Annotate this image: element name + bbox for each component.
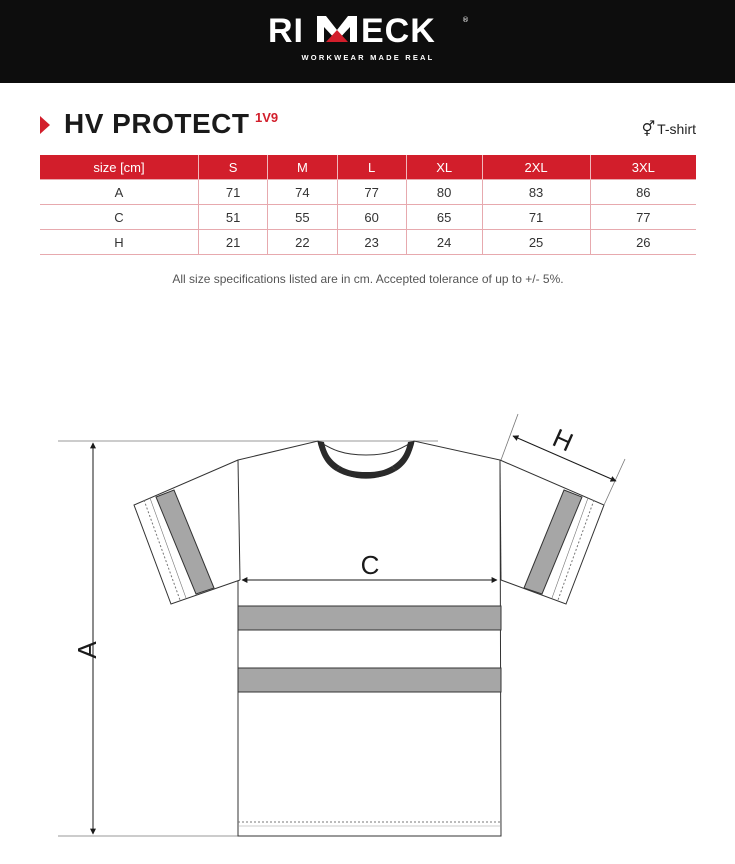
- product-type-label: T-shirt: [657, 121, 696, 137]
- table-cell: 22: [268, 230, 337, 255]
- product-title-row: [40, 106, 696, 146]
- table-row: [40, 230, 696, 255]
- table-cell: 25: [482, 230, 590, 255]
- logo-text-left: RI: [268, 12, 304, 50]
- table-cell: 24: [406, 230, 482, 255]
- table-cell: 77: [590, 205, 696, 230]
- lower-body-reflective-tape: [238, 668, 501, 692]
- table-row: [40, 205, 696, 230]
- table-cell: 83: [482, 180, 590, 205]
- logo-m-icon: [317, 16, 357, 42]
- registered-mark: ®: [462, 16, 469, 24]
- table-cell: 55: [268, 205, 337, 230]
- table-cell: 71: [199, 180, 268, 205]
- size-header-label: size [cm]: [40, 155, 199, 180]
- table-cell: 23: [337, 230, 406, 255]
- table-cell: 26: [590, 230, 696, 255]
- table-cell: 65: [406, 205, 482, 230]
- product-name: HV PROTECT: [64, 108, 250, 139]
- tshirt-illustration: [134, 441, 604, 836]
- table-cell: 74: [268, 180, 337, 205]
- table-row: [40, 180, 696, 205]
- upper-body-reflective-tape: [238, 606, 501, 630]
- table-cell: 60: [337, 205, 406, 230]
- tshirt-measurement-diagram: [0, 400, 735, 864]
- table-cell: 21: [199, 230, 268, 255]
- rimeck-logo: [262, 10, 474, 65]
- table-cell: 80: [406, 180, 482, 205]
- product-type: [642, 120, 696, 138]
- label-h: H: [548, 422, 578, 458]
- brand-header: [0, 0, 735, 83]
- size-table-header: [40, 155, 696, 180]
- product-code: 1V9: [255, 110, 279, 125]
- tolerance-note: All size specifications listed are in cm. Accepted tolerance of up to +/- 5%.: [172, 272, 564, 286]
- h-extension-right: [604, 459, 625, 505]
- size-header-2xl: 2XL: [482, 155, 590, 180]
- size-header-s: S: [199, 155, 268, 180]
- size-header-xl: XL: [406, 155, 482, 180]
- size-header-m: M: [268, 155, 337, 180]
- label-a: A: [72, 641, 102, 659]
- table-cell: 86: [590, 180, 696, 205]
- size-table: [40, 155, 696, 255]
- table-cell: 71: [482, 205, 590, 230]
- table-cell: 51: [199, 205, 268, 230]
- label-c: C: [360, 550, 380, 580]
- size-header-l: L: [337, 155, 406, 180]
- unisex-icon: ⚥: [641, 120, 656, 138]
- row-label: C: [40, 205, 199, 230]
- logo-text-right: ECK: [361, 12, 436, 50]
- brand-tagline: WORKWEAR MADE REAL: [301, 53, 435, 62]
- row-label: A: [40, 180, 199, 205]
- table-cell: 77: [337, 180, 406, 205]
- size-header-3xl: 3XL: [590, 155, 696, 180]
- title-arrow-icon: [40, 116, 50, 134]
- row-label: H: [40, 230, 199, 255]
